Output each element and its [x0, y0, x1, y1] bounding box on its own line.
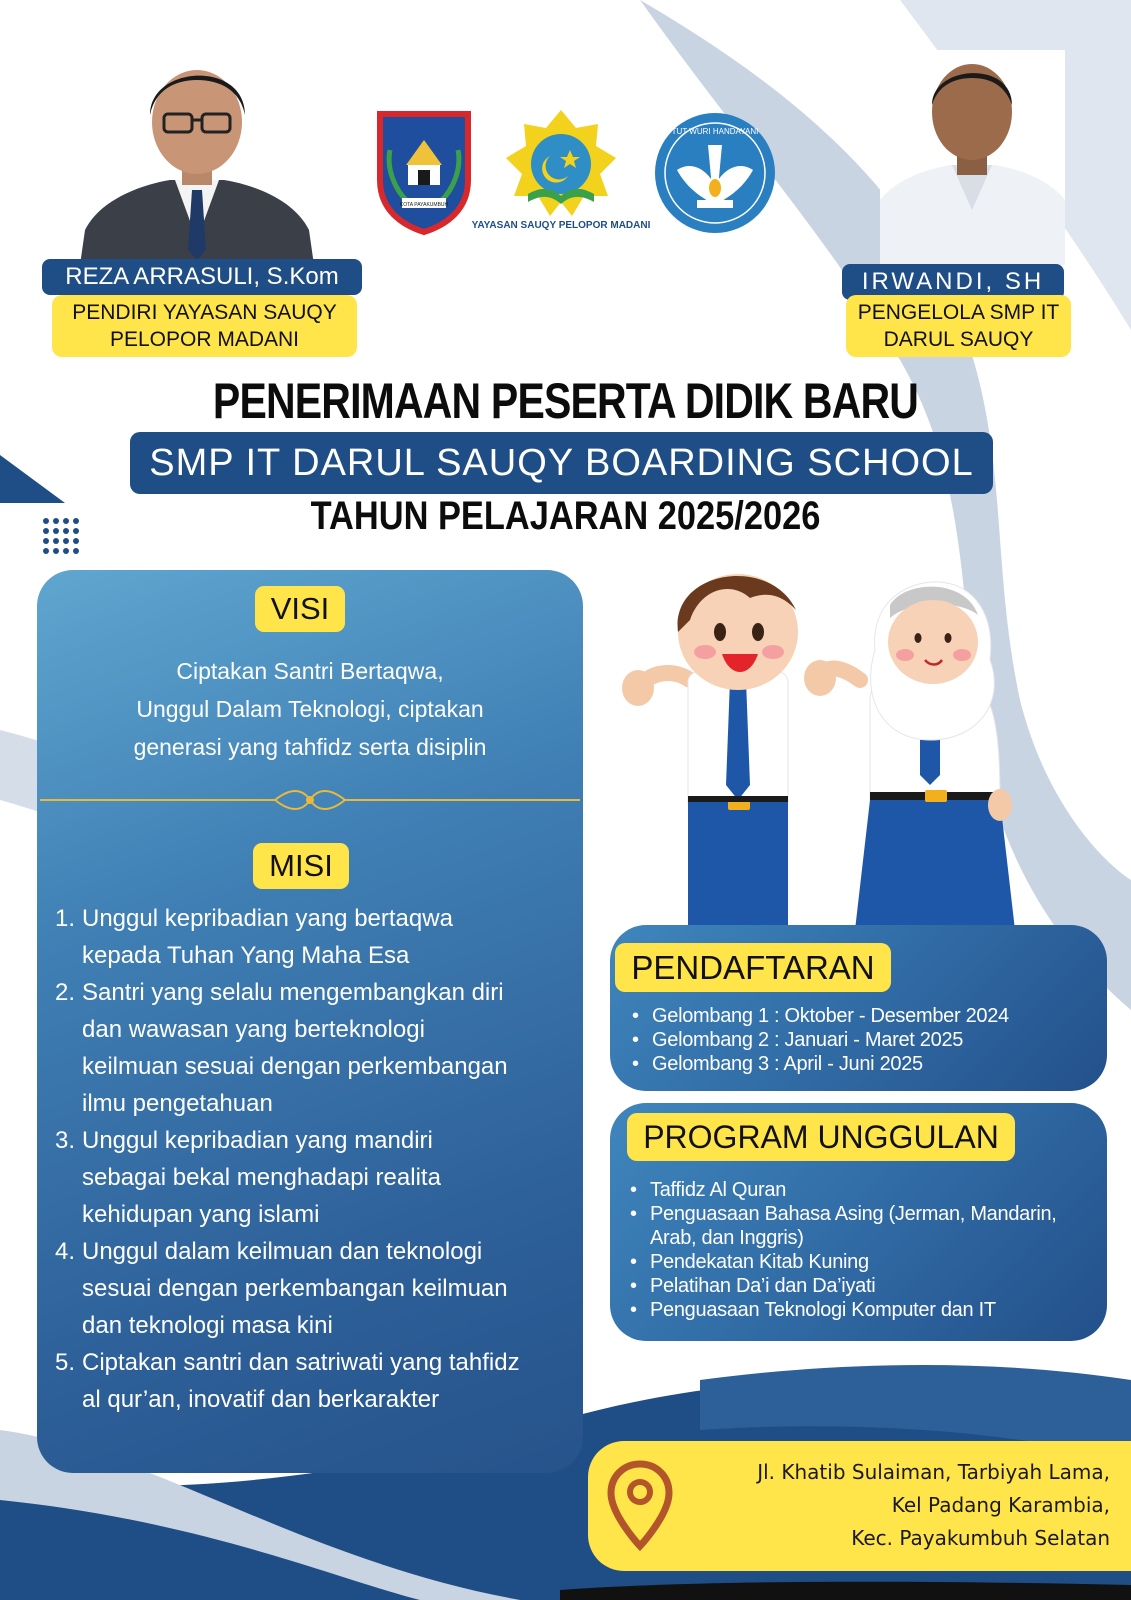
program-item — [628, 1202, 1106, 1250]
pendaftaran-item: • Gelombang 3 : April - Juni 2025 — [630, 1052, 1100, 1076]
manager-photo — [880, 50, 1065, 265]
pendaftaran-item: • Gelombang 2 : Januari - Maret 2025 — [630, 1028, 1100, 1052]
pendaftaran-list — [630, 1004, 1100, 1076]
foundation-logo — [471, 106, 651, 236]
address-text — [710, 1456, 1110, 1555]
misi-item — [55, 900, 575, 974]
ornamental-divider — [40, 785, 580, 815]
foundation-logo-text: YAYASAN SAUQY PELOPOR MADANI — [471, 220, 651, 231]
program-line: Arab, dan Inggris) — [650, 1227, 804, 1249]
misi-line: Santri yang selalu mengembangkan diri — [82, 979, 504, 1006]
misi-line: Unggul kepribadian yang bertaqwa — [82, 905, 453, 932]
manager-role-line1: PENGELOLA SMP IT — [857, 301, 1060, 324]
misi-line: kepada Tuhan Yang Maha Esa — [82, 942, 410, 969]
misi-number: 3. — [55, 1127, 76, 1154]
program-line: • Pelatihan Da’i dan Da’iyati — [650, 1275, 876, 1297]
pendaftaran-label: PENDAFTARAN — [615, 943, 891, 992]
misi-item — [55, 1344, 575, 1418]
visi-line: generasi yang tahfidz serta disiplin — [133, 734, 487, 760]
page-title: PENERIMAAN PESERTA DIDIK BARU — [212, 373, 919, 429]
program-list — [628, 1178, 1106, 1322]
school-name-banner: SMP IT DARUL SAUQY BOARDING SCHOOL — [130, 432, 993, 494]
manager-name: IRWANDI, SH — [842, 264, 1064, 300]
founder-role-line1: PENDIRI YAYASAN SAUQY — [72, 301, 337, 324]
misi-line: Ciptakan santri dan satriwati yang tahfidz — [82, 1349, 520, 1376]
manager-role-line2: DARUL SAUQY — [883, 328, 1034, 351]
program-item — [628, 1274, 1106, 1298]
academic-year: TAHUN PELAJARAN 2025/2026 — [310, 494, 821, 538]
misi-item — [55, 1233, 575, 1344]
address-line: Jl. Khatib Sulaiman, Tarbiyah Lama, — [757, 1460, 1110, 1484]
students-illustration — [620, 560, 1040, 930]
program-line: • Penguasaan Bahasa Asing (Jerman, Mandarin, — [650, 1203, 1057, 1225]
misi-number: 4. — [55, 1238, 76, 1265]
regency-shield-logo — [376, 110, 472, 235]
misi-line: al qur’an, inovatif dan berkarakter — [82, 1386, 440, 1413]
misi-line: keilmuan sesuai dengan perkembangan — [82, 1053, 508, 1080]
address-line: Kec. Payakumbuh Selatan — [851, 1526, 1110, 1550]
ministry-logo-text: TUT WURI HANDAYANI — [671, 127, 759, 136]
misi-line: dan teknologi masa kini — [82, 1312, 333, 1339]
visi-label: VISI — [255, 586, 345, 632]
ministry-logo — [652, 110, 778, 236]
founder-photo — [80, 40, 314, 265]
misi-line: kehidupan yang islami — [82, 1201, 320, 1228]
program-item — [628, 1178, 1106, 1202]
visi-text — [60, 652, 560, 766]
misi-number: 5. — [55, 1349, 76, 1376]
founder-role-line2: PELOPOR MADANI — [109, 328, 300, 351]
program-line: • Taffidz Al Quran — [650, 1179, 787, 1201]
misi-line: Unggul kepribadian yang mandiri — [82, 1127, 433, 1154]
program-line: • Penguasaan Teknologi Komputer dan IT — [650, 1299, 996, 1321]
misi-line: dan wawasan yang berteknologi — [82, 1016, 425, 1043]
regency-logo-text: KOTA PAYAKUMBUH — [399, 202, 449, 208]
misi-line: Unggul dalam keilmuan dan teknologi — [82, 1238, 483, 1265]
misi-label: MISI — [253, 843, 349, 889]
misi-line: ilmu pengetahuan — [82, 1090, 273, 1117]
misi-list — [55, 900, 575, 1418]
program-item — [628, 1250, 1106, 1274]
misi-item — [55, 974, 575, 1122]
pendaftaran-item: • Gelombang 1 : Oktober - Desember 2024 — [630, 1004, 1100, 1028]
program-item — [628, 1298, 1106, 1322]
misi-number: 1. — [55, 905, 76, 932]
manager-role — [846, 295, 1071, 357]
misi-item — [55, 1122, 575, 1233]
visi-line: Unggul Dalam Teknologi, ciptakan — [136, 696, 484, 722]
location-pin-icon — [605, 1460, 675, 1552]
program-label: PROGRAM UNGGULAN — [627, 1113, 1015, 1161]
founder-name: REZA ARRASULI, S.Kom — [42, 259, 362, 295]
program-line: • Pendekatan Kitab Kuning — [650, 1251, 869, 1273]
address-line: Kel Padang Karambia, — [891, 1493, 1110, 1517]
visi-line: Ciptakan Santri Bertaqwa, — [176, 658, 444, 684]
misi-number: 2. — [55, 979, 76, 1006]
misi-line: sesuai dengan perkembangan keilmuan — [82, 1275, 508, 1302]
misi-line: sebagai bekal menghadapi realita — [82, 1164, 441, 1191]
founder-role — [52, 295, 357, 357]
